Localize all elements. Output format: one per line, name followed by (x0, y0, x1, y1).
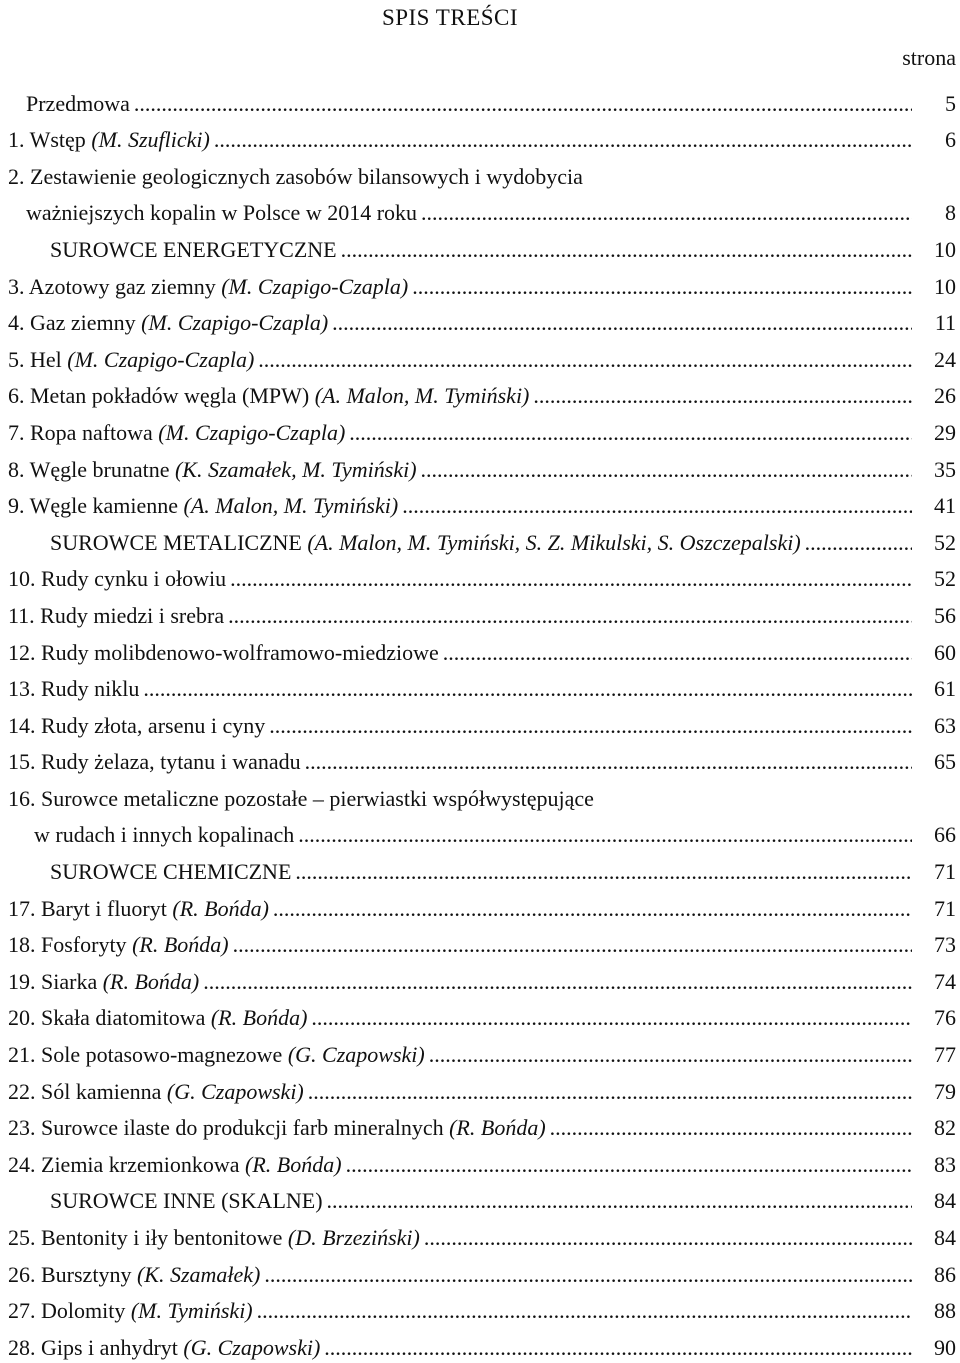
toc-leader-dots (273, 894, 912, 924)
toc-entry[interactable] (0, 192, 960, 229)
toc-entry-author: (K. Szamałek) (136, 1261, 261, 1287)
toc-page-number: 11 (934, 310, 956, 336)
toc-page-number: 88 (934, 1298, 956, 1324)
toc-list (0, 82, 960, 1363)
toc-leader-dots (298, 820, 912, 850)
toc-leader-dots (341, 235, 912, 265)
toc-entry-text: SUROWCE INNE (SKALNE) (50, 1188, 323, 1214)
toc-entry[interactable] (0, 119, 960, 156)
toc-entry-author: (R. Bońda) (449, 1115, 546, 1141)
toc-page-number: 35 (934, 456, 956, 482)
toc-leader-dots (327, 1186, 912, 1216)
toc-entry-text: 3. Azotowy gaz ziemny (8, 273, 222, 299)
toc-entry[interactable] (0, 1143, 960, 1180)
toc-page-number: 77 (934, 1042, 956, 1068)
toc-entry-title (8, 418, 345, 448)
toc-entry[interactable] (0, 265, 960, 302)
toc-entry-author: (M. Tymiński) (130, 1298, 253, 1324)
toc-entry[interactable] (0, 594, 960, 631)
toc-entry-text: SUROWCE CHEMICZNE (50, 859, 292, 885)
toc-entry-text: Przedmowa (26, 90, 130, 116)
toc-entry[interactable] (0, 850, 960, 887)
toc-entry-author: (A. Malon, M. Tymiński) (314, 383, 530, 409)
toc-entry-text: 11. Rudy miedzi i srebra (8, 602, 225, 628)
toc-leader-dots (257, 1296, 912, 1326)
toc-entry-text: 20. Skała diatomitowa (8, 1005, 211, 1031)
toc-entry-title (26, 89, 130, 119)
toc-entry[interactable] (0, 338, 960, 375)
toc-page-number: 61 (934, 676, 956, 702)
toc-entry-title (8, 1003, 307, 1033)
toc-page-number: 84 (934, 1225, 956, 1250)
toc-page-number: 60 (934, 639, 956, 665)
toc-page-number: 29 (934, 419, 956, 445)
toc-entry-text: 26. Bursztyny (8, 1261, 137, 1287)
toc-entry[interactable] (0, 1107, 960, 1144)
toc-entry-text: 8. Węgle brunatne (8, 456, 175, 482)
toc-entry-text: 9. Węgle kamienne (8, 493, 184, 519)
toc-entry[interactable] (0, 485, 960, 522)
toc-entry[interactable] (0, 1180, 960, 1217)
toc-entry-author: (M. Czapigo-Czapla) (221, 273, 409, 299)
toc-entry-author: (A. Malon, M. Tymiński, S. Z. Mikulski, S. Oszczepalski) (307, 529, 801, 555)
toc-entry[interactable] (0, 668, 960, 705)
toc-leader-dots (305, 747, 912, 777)
toc-entry-title (8, 162, 583, 192)
toc-leader-dots (308, 1077, 912, 1107)
toc-entry-text: 17. Baryt i fluoryt (8, 895, 173, 921)
toc-entry-text: 24. Ziemia krzemionkowa (8, 1151, 246, 1177)
toc-entry-title (8, 1150, 342, 1180)
toc-entry-author: (K. Szamałek, M. Tymiński) (174, 456, 417, 482)
toc-leader-dots (429, 1040, 912, 1070)
toc-entry-author: (R. Bońda) (102, 968, 200, 994)
toc-leader-dots (349, 418, 912, 448)
toc-entry-text: 28. Gips i anhydryt (8, 1334, 184, 1360)
toc-entry-author: (M. Czapigo-Czapla) (158, 419, 346, 445)
toc-entry[interactable] (0, 960, 960, 997)
toc-entry-author: (R. Bońda) (172, 895, 269, 921)
toc-entry[interactable] (0, 375, 960, 412)
toc-page-number: 41 (934, 493, 956, 519)
toc-page-number: 6 (945, 127, 956, 153)
toc-entry[interactable] (0, 1216, 960, 1253)
toc-page-number: 84 (934, 1188, 956, 1214)
toc-entry[interactable] (0, 777, 960, 814)
toc-entry-title (8, 564, 226, 594)
toc-page-number: 24 (934, 346, 956, 372)
toc-page-number: 52 (934, 529, 956, 555)
toc-entry-text: 16. Surowce metaliczne pozostałe – pierwiastki współwystępujące (8, 785, 594, 811)
toc-entry-title (8, 601, 224, 631)
toc-entry-title (8, 1223, 420, 1253)
toc-entry-text: 23. Surowce ilaste do produkcji farb mineralnych (8, 1115, 450, 1141)
toc-entry-author: (M. Czapigo-Czapla) (67, 346, 255, 372)
toc-entry-text: 22. Sól kamienna (8, 1078, 167, 1104)
toc-entry-author: (A. Malon, M. Tymiński) (183, 493, 399, 519)
toc-entry-text: ważniejszych kopalin w Polsce w 2014 roku (26, 200, 418, 226)
toc-entry-text: 14. Rudy złota, arsenu i cyny (8, 712, 266, 738)
toc-leader-dots (134, 89, 912, 119)
toc-page-number: 5 (945, 90, 956, 116)
toc-entry[interactable] (0, 887, 960, 924)
toc-entry-author: (G. Czapowski) (287, 1042, 425, 1068)
toc-entry-text: 4. Gaz ziemny (8, 310, 142, 336)
toc-entry-title (8, 1296, 253, 1326)
toc-entry-title (8, 674, 139, 704)
toc-entry-title (8, 1333, 320, 1363)
toc-entry[interactable] (0, 631, 960, 668)
toc-entry-text: 2. Zestawienie geologicznych zasobów bilansowych i wydobycia (8, 163, 583, 189)
toc-page-number: 10 (934, 273, 956, 299)
toc-leader-dots (214, 125, 912, 155)
toc-entry-title (8, 747, 301, 777)
toc-entry-title (8, 491, 398, 521)
toc-entry[interactable] (0, 814, 960, 851)
toc-leader-dots (324, 1333, 912, 1363)
toc-entry-author: (D. Brzeziński) (287, 1225, 420, 1250)
toc-entry[interactable] (0, 997, 960, 1034)
toc-leader-dots (424, 1223, 912, 1253)
toc-entry-text: SUROWCE METALICZNE (50, 529, 308, 555)
toc-leader-dots (421, 455, 912, 485)
toc-leader-dots (443, 638, 912, 668)
toc-entry-text: 21. Sole potasowo-magnezowe (8, 1042, 288, 1068)
toc-entry-text: 5. Hel (8, 346, 68, 372)
toc-entry[interactable] (0, 1070, 960, 1107)
toc-entry-author: (R. Bońda) (132, 932, 229, 958)
toc-page-number: 82 (934, 1115, 956, 1141)
toc-page-number: 71 (934, 859, 956, 885)
toc-leader-dots (402, 491, 912, 521)
toc-entry[interactable] (0, 302, 960, 339)
toc-page-number: 86 (934, 1261, 956, 1287)
toc-leader-dots (143, 674, 912, 704)
toc-leader-dots (587, 162, 912, 192)
toc-entry-title (50, 235, 337, 265)
toc-entry-text: 25. Bentonity i iły bentonitowe (8, 1225, 288, 1250)
toc-page-number: 65 (934, 749, 956, 775)
toc-page-number: 66 (934, 822, 956, 848)
toc-entry-title (8, 1040, 425, 1070)
toc-entry-text: 27. Dolomity (8, 1298, 131, 1324)
toc-entry-author: (M. Szuflicki) (91, 127, 210, 153)
toc-leader-dots (550, 1113, 912, 1143)
toc-entry-author: (G. Czapowski) (183, 1334, 321, 1360)
toc-leader-dots (203, 967, 912, 997)
toc-entry[interactable] (0, 521, 960, 558)
toc-leader-dots (228, 601, 912, 631)
toc-entry-text: 18. Fosforyty (8, 932, 133, 958)
page-title: SPIS TREŚCI (381, 5, 519, 30)
toc-entry[interactable] (0, 155, 960, 192)
toc-entry[interactable] (0, 1290, 960, 1327)
toc-page-number: 74 (934, 968, 956, 994)
toc-leader-dots (346, 1150, 912, 1180)
toc-entry-title (8, 455, 417, 485)
toc-entry-title (8, 711, 265, 741)
toc-entry[interactable] (0, 741, 960, 778)
toc-leader-dots (598, 784, 912, 814)
toc-entry[interactable] (0, 1326, 960, 1363)
toc-entry[interactable] (0, 1253, 960, 1290)
toc-entry-author: (R. Bońda) (210, 1005, 308, 1031)
toc-entry-title (8, 272, 408, 302)
toc-page-number: 52 (934, 566, 956, 592)
toc-page-number: 79 (934, 1078, 956, 1104)
toc-entry[interactable] (0, 558, 960, 595)
toc-entry-title (8, 1260, 260, 1290)
toc-entry-title (50, 1186, 323, 1216)
toc-entry[interactable] (0, 82, 960, 119)
toc-entry-title (8, 381, 529, 411)
toc-entry-title (8, 894, 269, 924)
toc-entry-text: SUROWCE ENERGETYCZNE (50, 236, 337, 262)
toc-page-number: 10 (934, 236, 956, 262)
toc-leader-dots (805, 528, 912, 558)
toc-entry-title (8, 930, 229, 960)
toc-entry-title (8, 308, 328, 338)
toc-entry-text: 13. Rudy niklu (8, 676, 140, 702)
toc-leader-dots (295, 857, 912, 887)
toc-entry-text: w rudach i innych kopalinach (34, 822, 295, 848)
toc-entry-author: (M. Czapigo-Czapla) (141, 310, 329, 336)
toc-page-number: 76 (934, 1005, 956, 1031)
toc-page-number: 90 (934, 1334, 956, 1360)
toc-leader-dots (421, 198, 912, 228)
toc-entry-text: 12. Rudy molibdenowo-wolframowo-miedziowe (8, 639, 439, 665)
toc-page-number: 73 (934, 932, 956, 958)
toc-entry[interactable] (0, 411, 960, 448)
toc-entry-title (8, 125, 210, 155)
toc-leader-dots (533, 381, 912, 411)
toc-page-number: 63 (934, 712, 956, 738)
toc-entry-text: 19. Siarka (8, 968, 103, 994)
toc-entry-author: (G. Czapowski) (166, 1078, 304, 1104)
toc-leader-dots (264, 1260, 912, 1290)
toc-entry-author: (R. Bońda) (245, 1151, 342, 1177)
toc-entry-text: 1. Wstęp (8, 127, 92, 153)
toc-leader-dots (258, 345, 912, 375)
toc-page-number: 56 (934, 602, 956, 628)
toc-entry-title (26, 198, 417, 228)
toc-leader-dots (332, 308, 912, 338)
toc-page-number: 83 (934, 1151, 956, 1177)
toc-entry-title (8, 1077, 304, 1107)
toc-entry-title (8, 784, 594, 814)
toc-entry-text: 6. Metan pokładów węgla (MPW) (8, 383, 315, 409)
toc-leader-dots (311, 1003, 912, 1033)
toc-leader-dots (230, 564, 912, 594)
toc-entry-text: 7. Ropa naftowa (8, 419, 159, 445)
toc-page-number: 26 (934, 383, 956, 409)
toc-page-number: 71 (934, 895, 956, 921)
toc-entry-title (34, 820, 294, 850)
toc-entry-title (50, 528, 801, 558)
toc-entry[interactable] (0, 1033, 960, 1070)
toc-page-number: 8 (945, 200, 956, 226)
toc-entry[interactable] (0, 228, 960, 265)
toc-leader-dots (269, 711, 912, 741)
toc-entry[interactable] (0, 448, 960, 485)
toc-entry-text: 15. Rudy żelaza, tytanu i wanadu (8, 749, 301, 775)
toc-entry-title (50, 857, 291, 887)
toc-entry-title (8, 967, 199, 997)
toc-entry-title (8, 1113, 546, 1143)
toc-entry-title (8, 345, 254, 375)
toc-leader-dots (412, 272, 912, 302)
toc-entry-title (8, 638, 439, 668)
toc-entry-text: 10. Rudy cynku i ołowiu (8, 566, 227, 592)
toc-entry[interactable] (0, 924, 960, 961)
toc-leader-dots (233, 930, 912, 960)
toc-entry[interactable] (0, 704, 960, 741)
page-column-label: strona (902, 45, 956, 70)
